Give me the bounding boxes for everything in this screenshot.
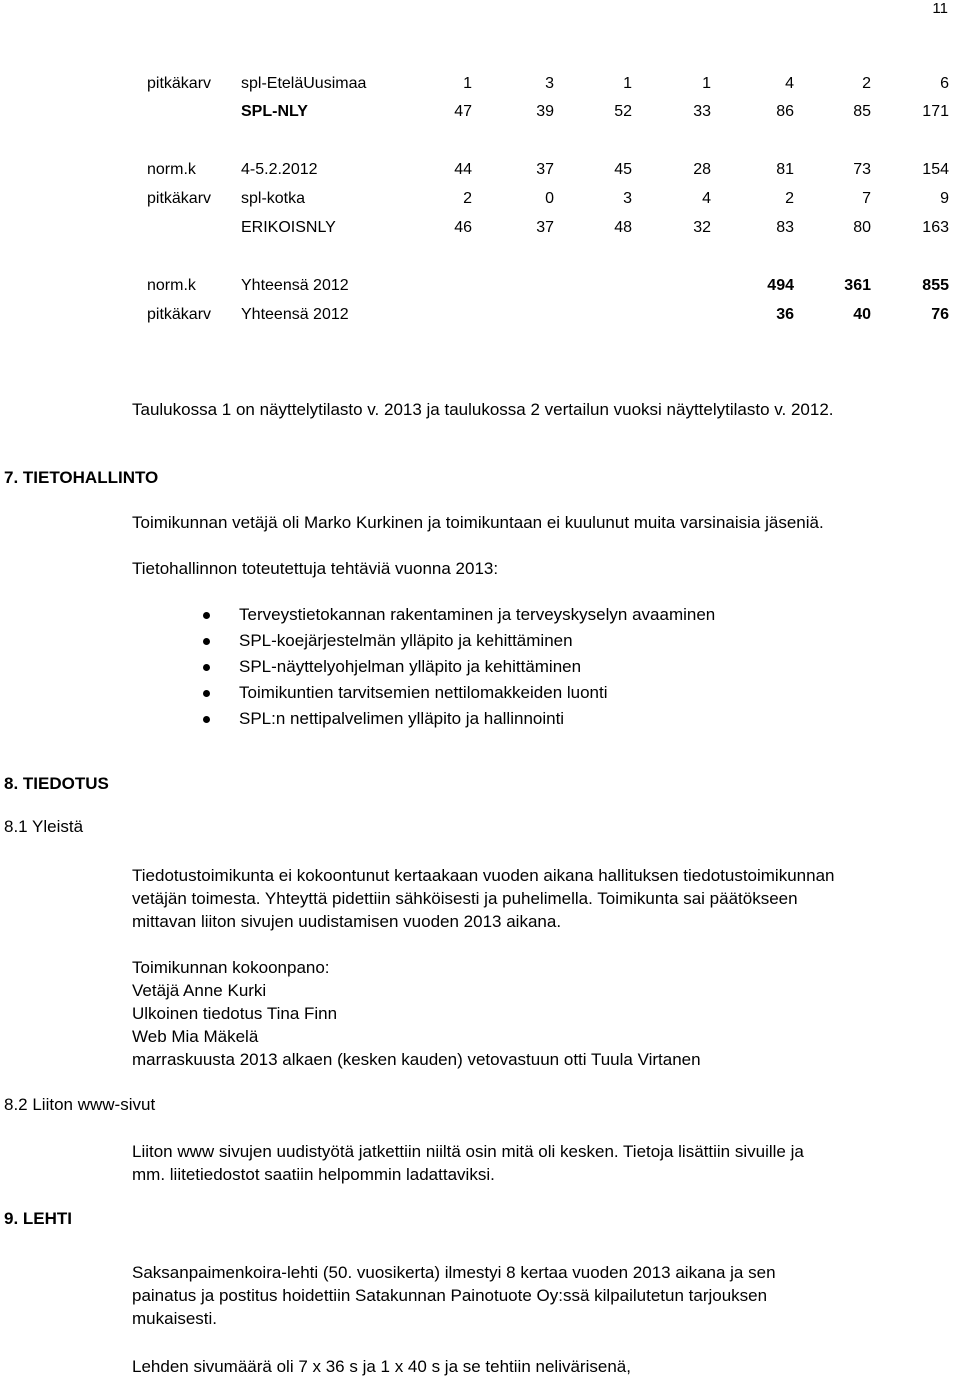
table-cell: 4-5.2.2012 xyxy=(241,161,318,178)
table-cell: 73 xyxy=(853,161,871,178)
list-item-text: SPL-näyttelyohjelman ylläpito ja kehittäminen xyxy=(239,657,582,676)
table-cell: 494 xyxy=(767,277,794,294)
table-cell: 2 xyxy=(463,190,472,207)
table-cell: 28 xyxy=(693,161,711,178)
paragraph-line: Liiton www sivujen uudistyötä jatkettiin niiltä osin mitä oli kesken. Tietoja lisättiin sivuille ja xyxy=(132,1142,804,1161)
table-cell: 37 xyxy=(536,219,554,236)
bullet-icon xyxy=(203,690,210,697)
table-cell: 1 xyxy=(463,75,472,92)
paragraph-line: Tiedotustoimikunta ei kokoontunut kertaakaan vuoden aikana hallituksen tiedotustoimikunnan xyxy=(132,866,835,885)
paragraph: Lehden sivumäärä oli 7 x 36 s ja 1 x 40 s ja se tehtiin nelivärisenä, xyxy=(132,1357,631,1376)
table-row xyxy=(0,277,960,299)
bullet-icon xyxy=(203,638,210,645)
table-cell: 4 xyxy=(785,75,794,92)
table-cell: 39 xyxy=(536,103,554,120)
table-row xyxy=(0,306,960,328)
table-cell: 36 xyxy=(776,306,794,323)
paragraph-line: mukaisesti. xyxy=(132,1309,218,1328)
table-cell: 3 xyxy=(623,190,632,207)
table-cell: 1 xyxy=(702,75,711,92)
subsection-heading: 8.1 Yleistä xyxy=(4,817,84,836)
table-cell: 46 xyxy=(454,219,472,236)
paragraph-line: mittavan liiton sivujen uudistamisen vuoden 2013 aikana. xyxy=(132,912,562,931)
table-cell: 171 xyxy=(922,103,949,120)
table-cell: 44 xyxy=(454,161,472,178)
subsection-heading: 8.2 Liiton www-sivut xyxy=(4,1095,156,1114)
table-cell: 40 xyxy=(853,306,871,323)
list-item-text: Toimikuntien tarvitsemien nettilomakkeiden luonti xyxy=(239,683,608,702)
table-row xyxy=(0,219,960,241)
paragraph-line: Toimikunnan kokoonpano: xyxy=(132,958,330,977)
section-heading: 7. TIETOHALLINTO xyxy=(4,468,159,487)
table-cell: 163 xyxy=(922,219,949,236)
table-cell: 1 xyxy=(623,75,632,92)
table-cell: 7 xyxy=(862,190,871,207)
paragraph-line: Saksanpaimenkoira-lehti (50. vuosikerta) ilmestyi 8 kertaa vuoden 2013 aikana ja sen xyxy=(132,1263,776,1282)
paragraph: Tietohallinnon toteutettuja tehtäviä vuonna 2013: xyxy=(132,559,499,578)
table-cell: 3 xyxy=(545,75,554,92)
list-item-text: SPL:n nettipalvelimen ylläpito ja hallinnointi xyxy=(239,709,565,728)
list-item-text: Terveystietokannan rakentaminen ja terveyskyselyn avaaminen xyxy=(239,605,716,624)
table-cell: 2 xyxy=(785,190,794,207)
table-cell: norm.k xyxy=(147,277,196,294)
paragraph-line: marraskuusta 2013 alkaen (kesken kauden) vetovastuun otti Tuula Virtanen xyxy=(132,1050,701,1069)
table-cell: 855 xyxy=(922,277,949,294)
table-cell: 85 xyxy=(853,103,871,120)
table-cell: 2 xyxy=(862,75,871,92)
table-cell: 48 xyxy=(614,219,632,236)
table-note: Taulukossa 1 on näyttelytilasto v. 2013 ja taulukossa 2 vertailun vuoksi näyttelytilasto v. 2012. xyxy=(132,400,834,419)
list-item-text: SPL-koejärjestelmän ylläpito ja kehittäminen xyxy=(239,631,573,650)
table-cell: 86 xyxy=(776,103,794,120)
table-cell: Yhteensä 2012 xyxy=(241,306,349,323)
table-row xyxy=(0,190,960,212)
table-cell: 45 xyxy=(614,161,632,178)
table-cell: 154 xyxy=(922,161,949,178)
page-number: 11 xyxy=(932,0,948,17)
table-cell: 32 xyxy=(693,219,711,236)
table-cell: 47 xyxy=(454,103,472,120)
table-cell: 76 xyxy=(931,306,949,323)
table-row xyxy=(0,75,960,97)
paragraph-line: painatus ja postitus hoidettiin Satakunnan Painotuote Oy:ssä kilpailutetun tarjouksen xyxy=(132,1286,768,1305)
table-cell: 361 xyxy=(844,277,871,294)
paragraph-line: Vetäjä Anne Kurki xyxy=(132,981,267,1000)
section-heading: 8. TIEDOTUS xyxy=(4,774,109,793)
paragraph: Toimikunnan vetäjä oli Marko Kurkinen ja toimikuntaan ei kuulunut muita varsinaisia jäseniä. xyxy=(132,513,824,532)
table-cell: 9 xyxy=(940,190,949,207)
table-cell: norm.k xyxy=(147,161,196,178)
section-heading: 9. LEHTI xyxy=(4,1209,73,1228)
table-cell: spl-EteläUusimaa xyxy=(241,75,367,92)
table-cell: pitkäkarv xyxy=(147,190,212,207)
bullet-icon xyxy=(203,612,210,619)
table-cell: SPL-NLY xyxy=(241,103,308,120)
table-cell: 52 xyxy=(614,103,632,120)
table-cell: pitkäkarv xyxy=(147,75,212,92)
table-cell: 81 xyxy=(776,161,794,178)
table-row xyxy=(0,161,960,183)
bullet-icon xyxy=(203,664,210,671)
table-cell: 4 xyxy=(702,190,711,207)
table-cell: pitkäkarv xyxy=(147,306,212,323)
table-row xyxy=(0,103,960,125)
table-cell: spl-kotka xyxy=(241,190,306,207)
table-cell: 80 xyxy=(853,219,871,236)
table-cell: 83 xyxy=(776,219,794,236)
table-cell: 0 xyxy=(545,190,554,207)
bullet-icon xyxy=(203,716,210,723)
paragraph-line: mm. liitetiedostot saatiin helpommin ladattaviksi. xyxy=(132,1165,495,1184)
table-cell: ERIKOISNLY xyxy=(241,219,336,236)
table-cell: Yhteensä 2012 xyxy=(241,277,349,294)
paragraph-line: Web Mia Mäkelä xyxy=(132,1027,259,1046)
paragraph-line: Ulkoinen tiedotus Tina Finn xyxy=(132,1004,338,1023)
table-cell: 37 xyxy=(536,161,554,178)
table-cell: 6 xyxy=(940,75,949,92)
paragraph-line: vetäjän toimesta. Yhteyttä pidettiin sähköisesti ja puhelimella. Toimikunta sai päätökseen xyxy=(132,889,798,908)
table-cell: 33 xyxy=(693,103,711,120)
